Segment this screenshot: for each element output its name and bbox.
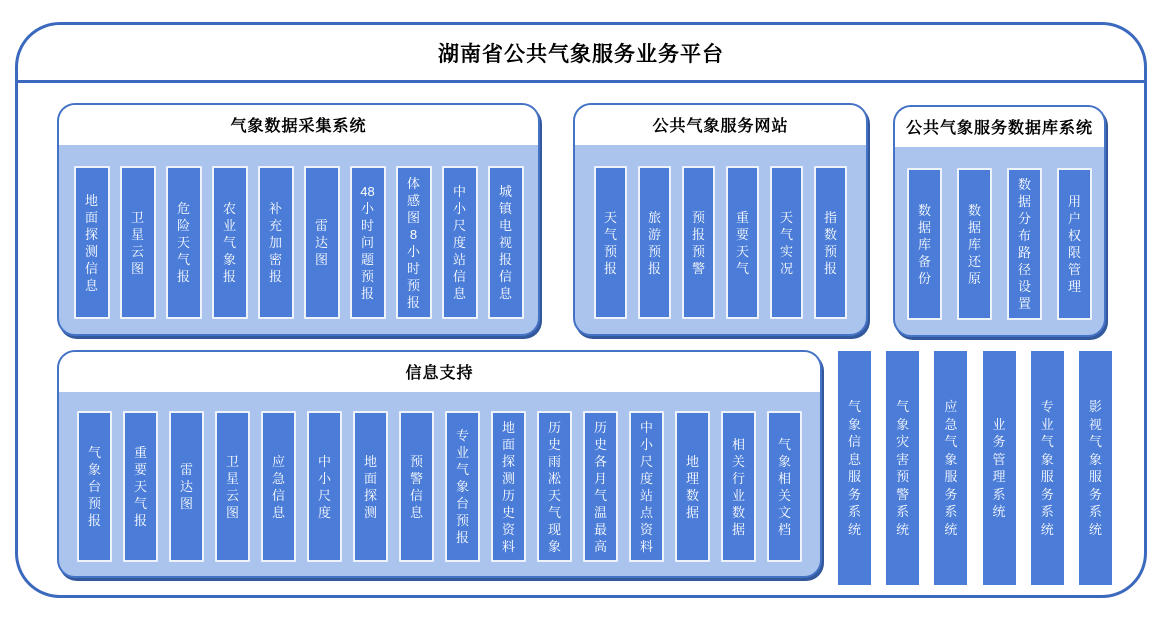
module-bar: 农 业 气 象 报: [212, 166, 248, 319]
section-data-collection-body: [59, 145, 538, 334]
module-bar: 卫 星 云 图: [120, 166, 156, 319]
module-bar: 危 险 天 气 报: [166, 166, 202, 319]
module-bar: 体 感 图 8 小 时 预 报: [396, 166, 432, 319]
module-bar: 48 小 时 问 题 预 报: [350, 166, 386, 319]
section-service-website-body: [575, 145, 866, 334]
system-bar: 气 象 信 息 服 务 系 统: [838, 351, 871, 585]
section-database-system-body: [895, 147, 1104, 335]
system-bar: 气 象 灾 害 预 警 系 统: [886, 351, 919, 585]
section-database-system: [893, 105, 1106, 337]
module-bar: 地 面 探 测 历 史 资 料: [491, 411, 526, 562]
system-bar: 影 视 气 象 服 务 系 统: [1079, 351, 1112, 585]
section-database-system-title: 公共气象服务数据库系统: [895, 107, 1104, 147]
system-bar: 业 务 管 理 系 统: [983, 351, 1016, 585]
module-bar: 专 业 气 象 台 预 报: [445, 411, 480, 562]
page-title: 湖南省公共气象服务业务平台: [438, 42, 724, 66]
standalone-systems-column: [838, 351, 1112, 585]
module-bar: 旅 游 预 报: [638, 166, 671, 319]
module-bar: 数 据 库 还 原: [957, 168, 992, 320]
module-bar: 卫 星 云 图: [215, 411, 250, 562]
module-bar: 中 小 尺 度: [307, 411, 342, 562]
module-bar: 气 象 相 关 文 档: [767, 411, 802, 562]
module-bar: 应 急 信 息: [261, 411, 296, 562]
module-bar: 相 关 行 业 数 据: [721, 411, 756, 562]
module-bar: 预 报 预 警: [682, 166, 715, 319]
module-bar: 中 小 尺 度 站 信 息: [442, 166, 478, 319]
section-service-website-title: 公共气象服务网站: [575, 105, 866, 145]
module-bar: 雷 达 图: [304, 166, 340, 319]
module-bar: 历 史 各 月 气 温 最 高: [583, 411, 618, 562]
module-bar: 天 气 实 况: [770, 166, 803, 319]
module-bar: 重 要 天 气: [726, 166, 759, 319]
section-information-support: [57, 350, 822, 578]
section-service-website: [573, 103, 868, 336]
module-bar: 天 气 预 报: [594, 166, 627, 319]
section-data-collection: [57, 103, 540, 336]
section-information-support-title: 信息支持: [59, 352, 820, 392]
module-bar: 历 史 雨 凇 天 气 现 象: [537, 411, 572, 562]
module-bar: 地 理 数 据: [675, 411, 710, 562]
module-bar: 重 要 天 气 报: [123, 411, 158, 562]
system-bar: 应 急 气 象 服 务 系 统: [934, 351, 967, 585]
section-data-collection-title: 气象数据采集系统: [59, 105, 538, 145]
system-bar: 专 业 气 象 服 务 系 统: [1031, 351, 1064, 585]
module-bar: 指 数 预 报: [814, 166, 847, 319]
platform-title-bar: [18, 25, 1144, 83]
module-bar: 地 面 探 测: [353, 411, 388, 562]
section-information-support-body: [59, 392, 820, 576]
module-bar: 数 据 分 布 路 径 设 置: [1007, 168, 1042, 320]
module-bar: 补 充 加 密 报: [258, 166, 294, 319]
module-bar: 用 户 权 限 管 理: [1057, 168, 1092, 320]
module-bar: 预 警 信 息: [399, 411, 434, 562]
module-bar: 气 象 台 预 报: [77, 411, 112, 562]
module-bar: 城 镇 电 视 报 信 息: [488, 166, 524, 319]
module-bar: 地 面 探 测 信 息: [74, 166, 110, 319]
module-bar: 数 据 库 备 份: [907, 168, 942, 320]
module-bar: 雷 达 图: [169, 411, 204, 562]
module-bar: 中 小 尺 度 站 点 资 料: [629, 411, 664, 562]
